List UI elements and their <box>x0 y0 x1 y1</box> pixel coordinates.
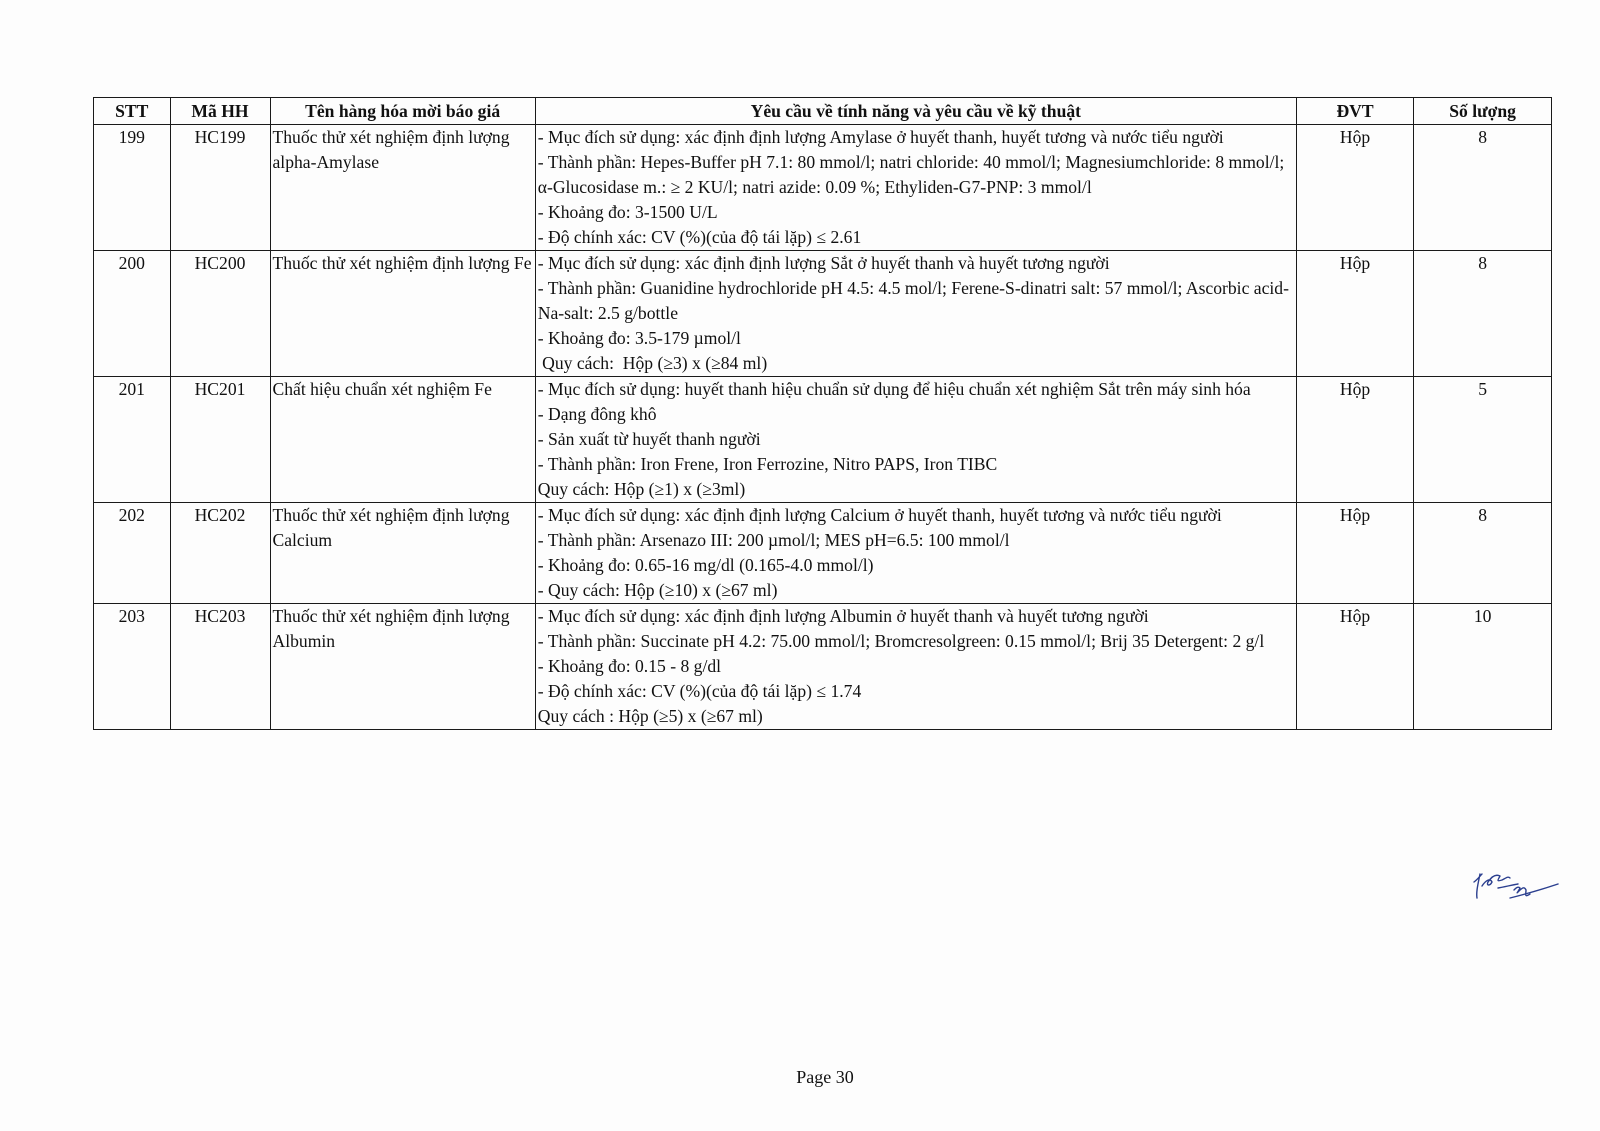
row-unit: Hộp <box>1296 604 1413 730</box>
row-name: Thuốc thử xét nghiệm định lượng alpha-Amylase <box>270 125 535 251</box>
table-row <box>94 377 1552 503</box>
requirement-line: - Thành phần: Iron Frene, Iron Ferrozine, Nitro PAPS, Iron TIBC <box>537 454 998 474</box>
row-requirements <box>535 604 1296 730</box>
header-requirements: Yêu cầu về tính năng và yêu cầu về kỹ thuật <box>535 98 1296 125</box>
row-requirements <box>535 125 1296 251</box>
table-row <box>94 125 1552 251</box>
requirement-line: - Khoảng đo: 3-1500 U/L <box>537 202 718 222</box>
requirement-line: - Mục đích sử dụng: xác định định lượng Sắt ở huyết thanh và huyết tương người <box>537 253 1110 273</box>
requirement-line: - Thành phần: Succinate pH 4.2: 75.00 mmol/l; Bromcresolgreen: 0.15 mmol/l; Brij 35 Detergent: 2 g/l <box>537 631 1265 651</box>
header-stt: STT <box>94 98 171 125</box>
requirement-line: - Mục đích sử dụng: xác định định lượng Albumin ở huyết thanh và huyết tương người <box>537 606 1149 626</box>
row-requirements <box>535 251 1296 377</box>
row-quantity: 10 <box>1414 604 1552 730</box>
row-requirements <box>535 503 1296 604</box>
row-quantity: 5 <box>1414 377 1552 503</box>
requirement-line: - Sản xuất từ huyết thanh người <box>537 429 761 449</box>
requirement-line: - Khoảng đo: 3.5-179 µmol/l <box>537 328 741 348</box>
table-header-row <box>94 98 1552 125</box>
page-number: Page 30 <box>796 1067 854 1087</box>
row-unit: Hộp <box>1296 503 1413 604</box>
requirement-line: - Dạng đông khô <box>537 404 657 424</box>
requirement-line: Quy cách: Hộp (≥1) x (≥3ml) <box>537 479 746 499</box>
requirement-line: - Quy cách: Hộp (≥10) x (≥67 ml) <box>537 580 778 600</box>
header-name: Tên hàng hóa mời báo giá <box>270 98 535 125</box>
row-name: Thuốc thử xét nghiệm định lượng Fe <box>270 251 535 377</box>
header-quantity: Số lượng <box>1414 98 1552 125</box>
requirement-line: - Mục đích sử dụng: xác định định lượng Amylase ở huyết thanh, huyết tương và nước tiểu người <box>537 127 1224 147</box>
requirement-line: Quy cách: Hộp (≥3) x (≥84 ml) <box>537 353 768 373</box>
row-quantity: 8 <box>1414 503 1552 604</box>
requirement-line: - Mục đích sử dụng: xác định định lượng Calcium ở huyết thanh, huyết tương và nước tiểu người <box>537 505 1222 525</box>
row-code: HC199 <box>170 125 270 251</box>
row-stt: 199 <box>94 125 171 251</box>
requirement-line: - Khoảng đo: 0.65-16 mg/dl (0.165-4.0 mmol/l) <box>537 555 874 575</box>
row-stt: 202 <box>94 503 171 604</box>
row-quantity: 8 <box>1414 125 1552 251</box>
row-unit: Hộp <box>1296 125 1413 251</box>
specification-table <box>93 97 1552 730</box>
table-row <box>94 503 1552 604</box>
requirement-line: - Khoảng đo: 0.15 - 8 g/dl <box>537 656 722 676</box>
table-row <box>94 251 1552 377</box>
row-stt: 203 <box>94 604 171 730</box>
table-row <box>94 604 1552 730</box>
requirement-line: Quy cách : Hộp (≥5) x (≥67 ml) <box>537 706 763 726</box>
requirement-line: - Thành phần: Guanidine hydrochloride pH 4.5: 4.5 mol/l; Ferene-S-dinatri salt: 57 mmol/l; Ascorbic acid-Na-salt: 2.5 g/bottle <box>537 278 1289 323</box>
row-stt: 200 <box>94 251 171 377</box>
row-name: Thuốc thử xét nghiệm định lượng Albumin <box>270 604 535 730</box>
requirement-line: - Độ chính xác: CV (%)(của độ tái lặp) ≤ 1.74 <box>537 681 862 701</box>
requirement-line: - Thành phần: Hepes-Buffer pH 7.1: 80 mmol/l; natri chloride: 40 mmol/l; Magnesiumchloride: 8 mmol/l; α-Glucosidase m.: ≥ 2 KU/l; natri azide: 0.09 %; Ethyliden-G7-PNP: 3 mmol/l <box>537 152 1285 197</box>
row-unit: Hộp <box>1296 251 1413 377</box>
row-code: HC203 <box>170 604 270 730</box>
requirement-line: - Thành phần: Arsenazo III: 200 µmol/l; MES pH=6.5: 100 mmol/l <box>537 530 1010 550</box>
requirement-line: - Độ chính xác: CV (%)(của độ tái lặp) ≤ 2.61 <box>537 227 862 247</box>
row-stt: 201 <box>94 377 171 503</box>
header-code: Mã HH <box>170 98 270 125</box>
row-name: Thuốc thử xét nghiệm định lượng Calcium <box>270 503 535 604</box>
row-code: HC202 <box>170 503 270 604</box>
row-name: Chất hiệu chuẩn xét nghiệm Fe <box>270 377 535 503</box>
row-code: HC201 <box>170 377 270 503</box>
header-unit: ĐVT <box>1296 98 1413 125</box>
row-code: HC200 <box>170 251 270 377</box>
requirement-line: - Mục đích sử dụng: huyết thanh hiệu chuẩn sử dụng để hiệu chuẩn xét nghiệm Sắt trên máy sinh hóa <box>537 379 1251 399</box>
row-unit: Hộp <box>1296 377 1413 503</box>
row-quantity: 8 <box>1414 251 1552 377</box>
handwritten-initials <box>1460 862 1600 922</box>
row-requirements <box>535 377 1296 503</box>
